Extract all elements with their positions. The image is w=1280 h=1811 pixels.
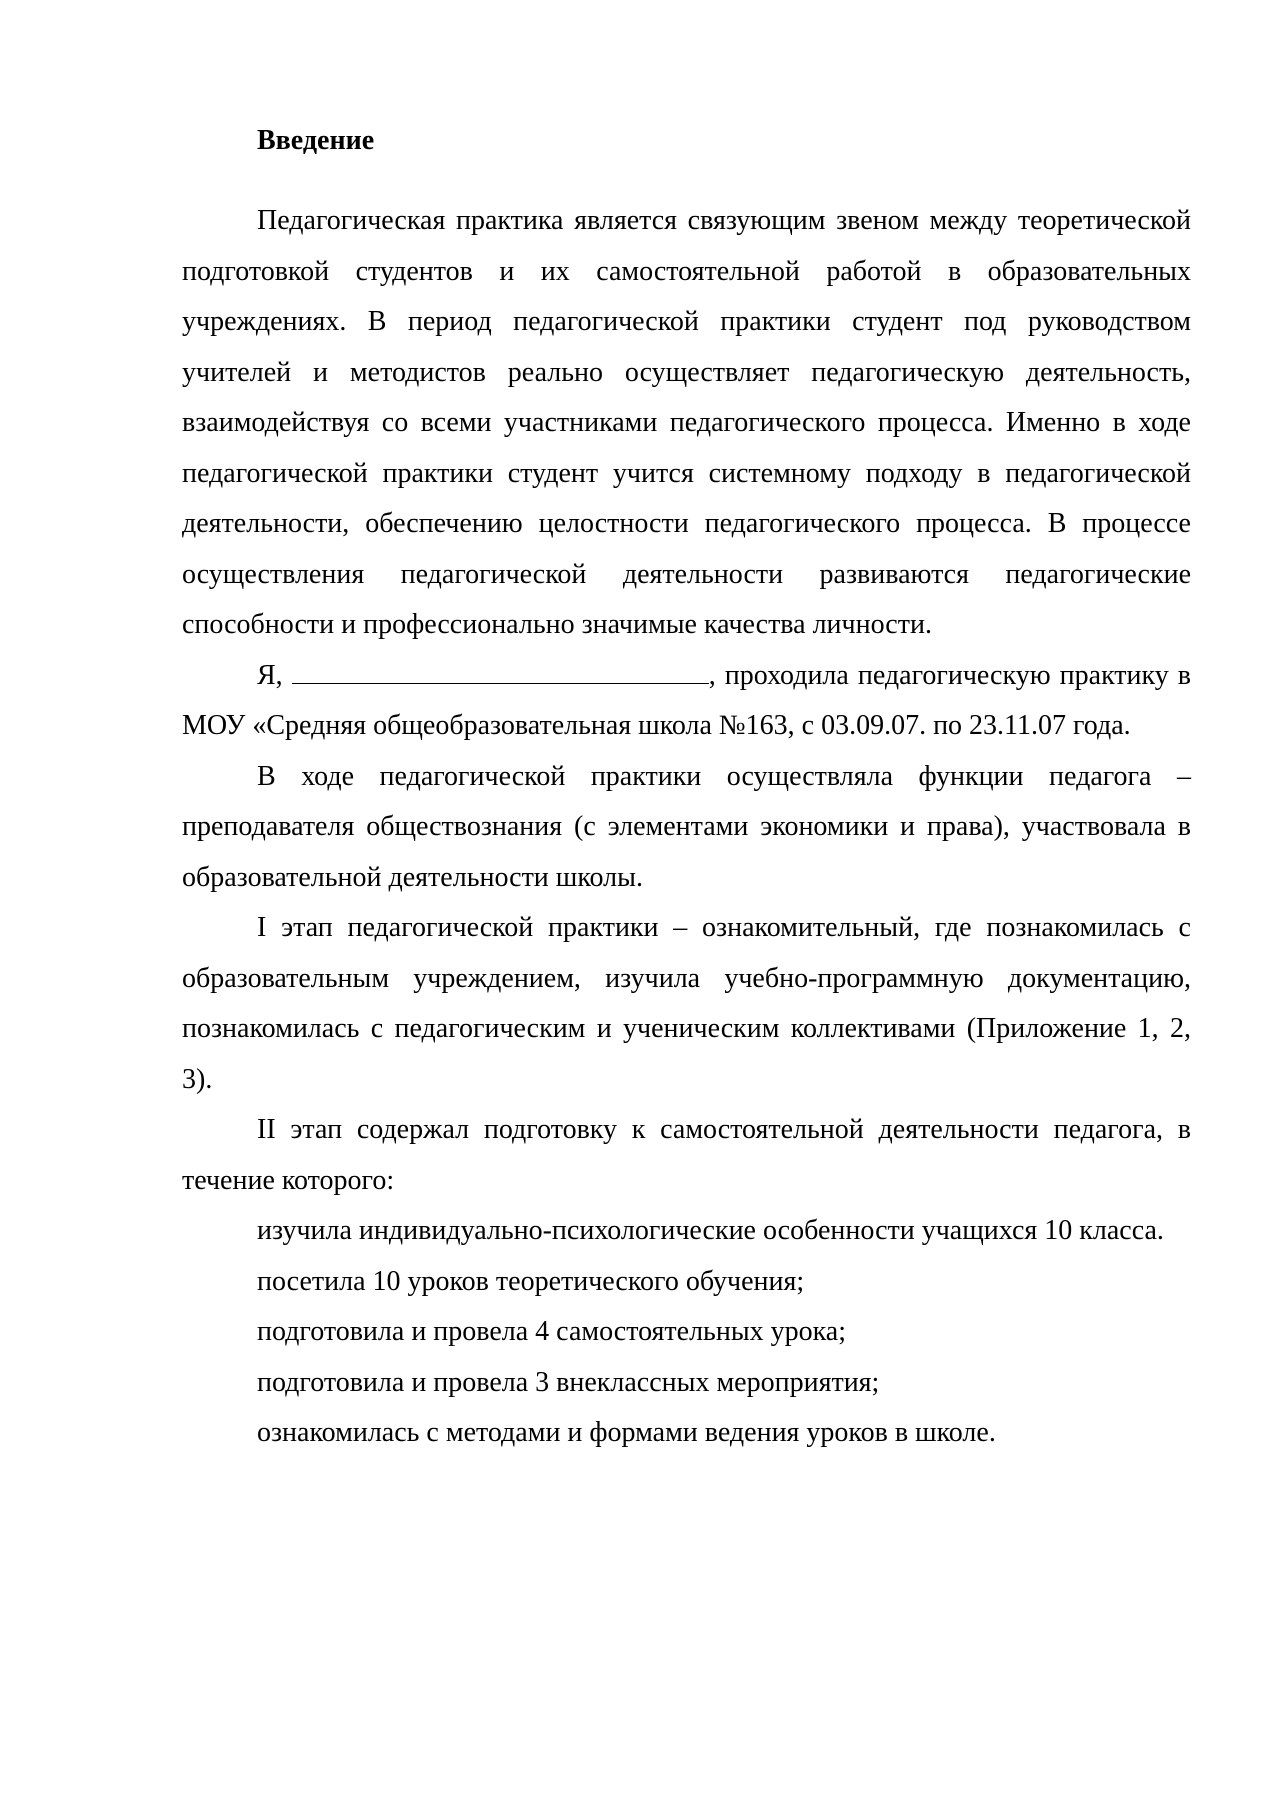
paragraph-intro: Педагогическая практика является связующим звеном между теоретической подготовкой студентов и их самостоятельной работой в образовательных учреждениях. В период педагогической практики студент под руководством учителей и методистов реально осуществляет педагогическую деятельность, взаимодействуя со всеми участниками педагогического процесса. Именно в ходе педагогической практики студент учится системному подходу в педагогической деятельности, обеспечению целостности педагогического процесса. В процессе осуществления педагогической деятельности развиваются педагогические способности и профессионально значимые качества личности.: [182, 205, 1191, 640]
paragraph-student-info-rest: , проходила педагогическую практику в МОУ «Средняя общеобразовательная школа №163, с 03.09.07. по 23.11.07 года.: [182, 659, 1191, 741]
section-heading: Введение: [257, 125, 375, 156]
paragraph-stage-two: II этап содержал подготовку к самостоятельной деятельности педагога, в течение которого:: [182, 1114, 1191, 1196]
list-item: подготовила и провела 3 внеклассных мероприятия;: [257, 1366, 880, 1398]
list-item: изучила индивидуально-психологические особенности учащихся 10 класса.: [257, 1215, 1164, 1246]
name-blank-field: [292, 657, 709, 684]
paragraph-student-info: [182, 651, 1191, 752]
paragraph-stage-one: I этап педагогической практики – ознакомительный, где познакомилась с образовательным учреждением, изучила учебно-программную документацию, познакомилась с педагогическим и ученическим коллективами (Приложение 1, 2, 3).: [182, 912, 1191, 1095]
list-item: подготовила и провела 4 самостоятельных урока;: [257, 1316, 847, 1347]
document-body: [182, 116, 1191, 1459]
list-item: ознакомилась с методами и формами ведения уроков в школе.: [257, 1417, 996, 1448]
paragraph-functions: В ходе педагогической практики осуществляла функции педагога – преподавателя обществознания (с элементами экономики и права), участвовала в образовательной деятельности школы.: [182, 760, 1191, 893]
list-item: посетила 10 уроков теоретического обучения;: [257, 1265, 805, 1297]
paragraph-student-info-start: Я,: [257, 659, 283, 691]
